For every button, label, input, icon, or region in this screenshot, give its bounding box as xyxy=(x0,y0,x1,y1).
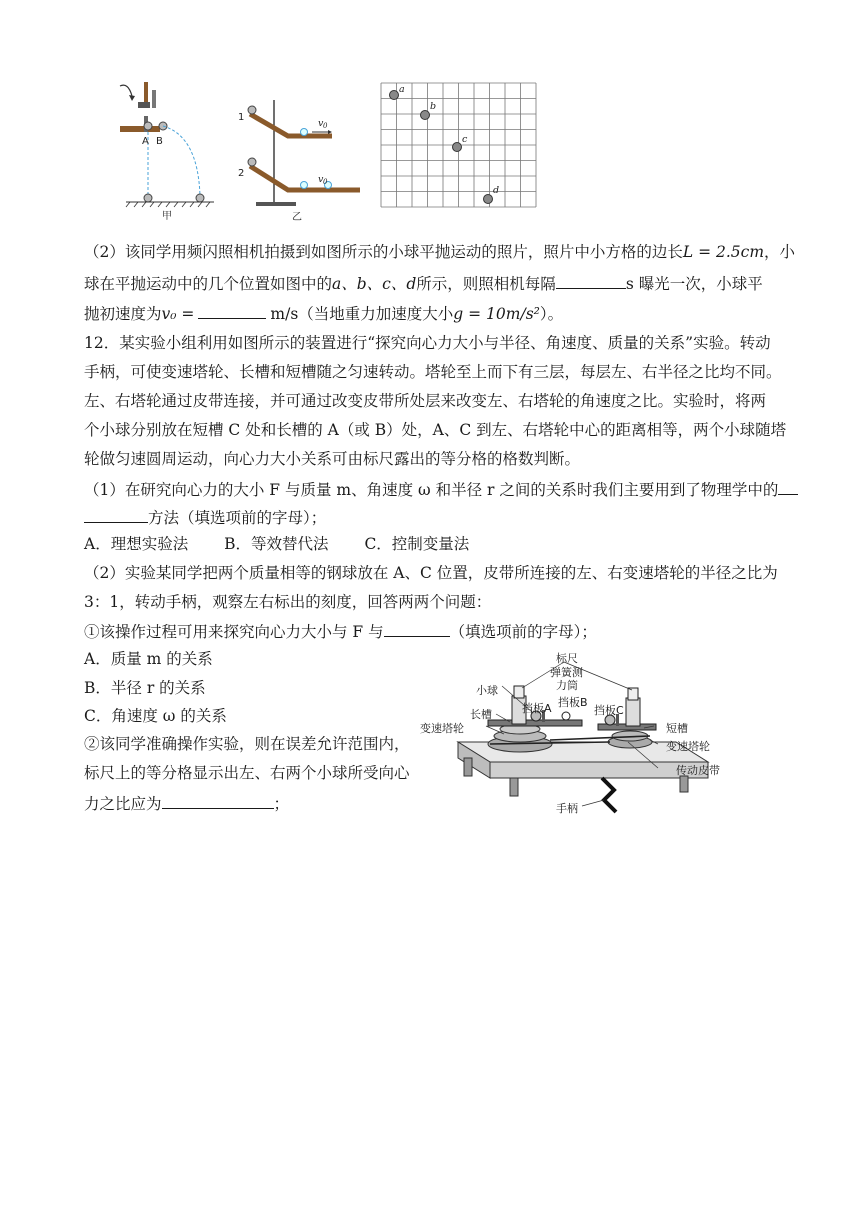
q12-s1-line1: （1）在研究向心力的大小 F 与质量 m、角速度 ω 和半径 r 之间的关系时我们主要用到了物理学中的 xyxy=(84,478,776,500)
formula-L: L = 2.5cm xyxy=(682,243,765,261)
label-changcao: 长槽 xyxy=(470,708,492,721)
figure-yi xyxy=(232,96,366,226)
label-1: 1 xyxy=(238,112,245,123)
label-duancao: 短槽 xyxy=(666,722,688,735)
caption-jia: 甲 xyxy=(162,211,172,222)
label-shoubing: 手柄 xyxy=(556,802,578,815)
figure-jia xyxy=(108,76,220,226)
q12-s2-line1: （2）实验某同学把两个质量相等的钢球放在 A、C 位置，皮带所连接的左、右变速塔轮的半径之比为 xyxy=(84,564,778,582)
q12-p4: 个小球分别放在短槽 C 处和长槽的 A（或 B）处，A、C 到左、右塔轮中心的距离相等，两个小球随塔 xyxy=(84,421,787,439)
figure-grid xyxy=(378,80,540,218)
grid-label-a: a xyxy=(399,84,405,95)
q12-p2: 手柄，可使变速塔轮、长槽和短槽随之匀速转动。塔轮至上而下有三层，每层左、右半径之比均不同。 xyxy=(84,363,782,381)
v0-bottom-sub: 0 xyxy=(323,178,328,186)
q12-s2-optB: B．半径 r 的关系 xyxy=(84,679,206,697)
label-tanhuang-1: 弹簧测 xyxy=(550,666,583,679)
answer-blank-method-a[interactable] xyxy=(778,478,798,495)
q12-p1: 12．某实验小组利用如图所示的装置进行“探究向心力大小与半径、角速度、质量的关系”实验。转动 xyxy=(84,334,771,352)
q12-p5: 轮做匀速圆周运动，向心力大小关系可由标尺露出的等分格的格数判断。 xyxy=(84,450,581,468)
q12-s2-optC: C．角速度 ω 的关系 xyxy=(84,707,227,725)
grid-label-d: d xyxy=(493,185,500,196)
q12-s2-q1: ①该操作过程可用来探究向心力大小与 F 与 （填选项前的字母）； xyxy=(84,620,776,642)
label-bianshu-left: 变速塔轮 xyxy=(420,722,464,735)
q12-s2-q2-l2: 标尺上的等分格显示出左、右两个小球所受向心 xyxy=(84,764,410,782)
q11-line3: 抛初速度为v₀ = m/s（当地重力加速度大小g = 10m/s²）。 xyxy=(84,302,776,324)
label-dangban-b: 挡板B xyxy=(558,696,588,709)
q12-s1-line2: 方法（填选项前的字母）； xyxy=(84,506,776,528)
label-a: A xyxy=(142,136,149,147)
caption-yi: 乙 xyxy=(292,212,302,223)
label-bianshu-right: 变速塔轮 xyxy=(666,740,710,753)
v0-top: v xyxy=(318,118,324,129)
q12-p3: 左、右塔轮通过皮带连接，并可通过改变皮带所处层来改变左、右塔轮的角速度之比。实验时，将两 xyxy=(84,392,767,410)
label-tanhuang-2: 力筒 xyxy=(556,679,578,692)
answer-blank-method-b[interactable] xyxy=(84,506,148,523)
q11-line2: 球在平抛运动中的几个位置如图中的a、b、c、d所示，则照相机每隔 s 曝光一次，小球平 xyxy=(84,272,776,294)
answer-blank-interval[interactable] xyxy=(556,272,626,289)
answer-blank-relation[interactable] xyxy=(384,620,450,637)
v0-bottom: v xyxy=(318,174,324,185)
q12-s2-q2-l1: ②该同学准确操作实验，则在误差允许范围内， xyxy=(84,735,410,753)
label-2: 2 xyxy=(238,168,245,179)
label-dangban-a: 挡板A xyxy=(522,702,552,715)
label-dangban-c: 挡板C xyxy=(594,704,624,717)
q12-s2-optA: A．质量 m 的关系 xyxy=(84,650,213,668)
grid-label-b: b xyxy=(430,101,437,112)
label-biaochi: 标尺 xyxy=(556,652,578,665)
label-xiaoqiu: 小球 xyxy=(476,684,498,697)
label-pidai: 传动皮带 xyxy=(676,764,720,777)
q11-line1: （2）该同学用频闪照相机拍摄到如图所示的小球平抛运动的照片，照片中小方格的边长L = 2.5cm，小 xyxy=(84,243,796,261)
q12-s2-line2: 3：1，转动手柄，观察左右标出的刻度，回答两两个问题： xyxy=(84,593,492,611)
v0-top-sub: 0 xyxy=(323,122,328,130)
q12-s2-q2-l3: 力之比应为 ； xyxy=(84,792,289,814)
answer-blank-v0[interactable] xyxy=(198,302,266,319)
grid-label-c: c xyxy=(462,134,468,145)
answer-blank-ratio[interactable] xyxy=(162,792,274,809)
q12-s1-options: A．理想实验法 B．等效替代法 C．控制变量法 xyxy=(84,535,470,553)
label-b: B xyxy=(156,136,163,147)
figure-apparatus xyxy=(418,650,748,820)
